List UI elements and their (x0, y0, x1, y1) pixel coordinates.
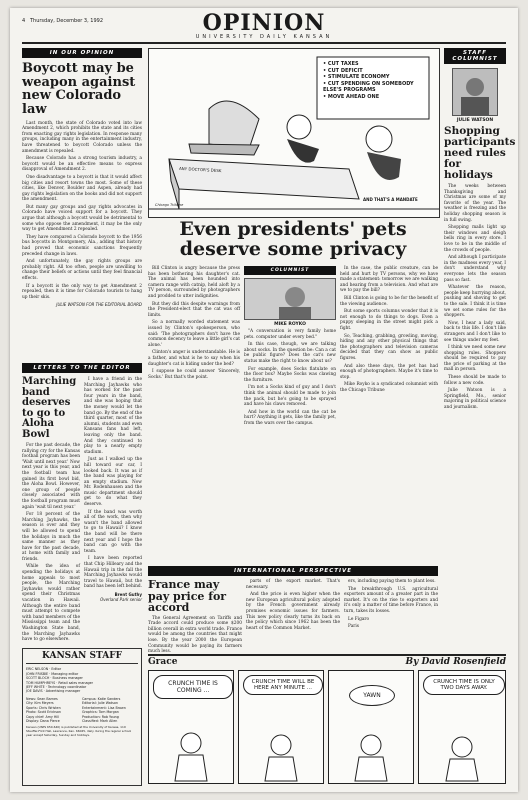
staff-grid-item: Display: Dana Pierce (26, 718, 60, 723)
staff-col-paragraph: Julie Watson is a Springfield, Mo., senior majoring in political science and journalism. (444, 388, 506, 411)
staff-col-paragraph: I think we need some new shopping rules. Shoppers should be required to pay the price of parking at the mall in person. (444, 345, 506, 373)
section-title: OPINION (202, 10, 326, 36)
letter-signature-title: Overland Park senior (100, 596, 142, 602)
staff-grid-item: Editorial: Julie Watson (82, 701, 118, 706)
pets-headline: Even presidents' pets deserve some privacy (179, 218, 407, 260)
intl-paragraph: The General Agreement on Tariffs and Trade accord could produce some $200 billion overall in extra world trade. France would be among the countries that might lose. By the year 2000 the European Community would be paying its farmers much less. (148, 615, 242, 655)
comic-artist: By David Rosenfield (405, 657, 506, 667)
staff-box (22, 648, 142, 786)
pets-paragraph: But some sports columns wonder that it is not enough to do things to dogs. Even a puppy sleeping in the street might pick a fight. (340, 309, 438, 331)
intl-paragraph: parts of the export market. That's necessary. (246, 579, 340, 590)
cartoon-sign-item: • MOVE AHEAD ONE (323, 93, 380, 100)
comic-bubble-1: CRUNCH TIME IS COMING ... (153, 675, 233, 699)
intl-kicker: INTERNATIONAL PERSPECTIVE (148, 566, 438, 576)
editorial-paragraph: Last month, the state of Colorado voted into law Amendment 2, which prohibits the state and its cities from enacting gay rights legislation. In response many groups, including many in the entertainment industry, have threatened to boycott Colorado unless the amendment is repealed. (22, 120, 142, 154)
intl-paragraph: The breakthrough U.S. agricultural exporters amount of a greater part in the market. It's on the rise to exporters and it's only a matter of time before France, in turn, takes its losses. (344, 586, 438, 614)
staff-col-kicker: STAFF COLUMNIST (444, 48, 506, 64)
columnist-name: MIKE ROYKO (274, 322, 306, 327)
editorial-paragraph: And unfortunately, the gay rights groups are probably right. All too often, people are unwilling to change their beliefs or actions until they feel financial effects. (22, 259, 142, 281)
editorial-kicker: IN OUR OPINION (22, 48, 142, 58)
letter-paragraph: I have been reported that Chip Hilleary and the Hawaii trip in the fall the Marching Jayhawks would travel to Hawaii, but the band has been left behind. (84, 556, 142, 590)
staff-rows (26, 667, 138, 693)
pets-paragraph: Mike Royko is a syndicated columnist with the Chicago Tribune (340, 382, 438, 393)
staff-columnist-portrait (453, 69, 497, 115)
editorial-paragraph: But many gay groups and gay rights advocates in Colorado have voiced support for a boycott. They argue that although a boycott would be detrimental to some who oppose the amendment, it may be the only way to get Amendment 2 repealed. (22, 204, 142, 233)
staff-col-name: JULIE WATSON (456, 118, 494, 123)
pets-paragraph: But they did this despite warnings from the President-elect that the cat was off limits. (148, 301, 240, 318)
editorial-cartoon (148, 48, 440, 218)
cartoon-sign-list (323, 61, 427, 101)
editorial-paragraph: If a boycott is the only way to get Amendment 2 repealed, then it is time for Colorado tourists to hang up their skis. (22, 283, 142, 300)
intl-section (148, 566, 438, 657)
staff-row: TOM HUMPHREYS · Retail sales manager (26, 680, 93, 685)
staff-grid-item: Entertainment: Lisa Brown (82, 705, 126, 710)
staff-columnist-photo (452, 68, 498, 116)
comic-panel-3 (328, 670, 414, 784)
pets-paragraph: So, Teaching, grabbing, growling, moving, hiding and any other physical things that the photographers and television cameras decided that they can show as public figures. (340, 333, 438, 361)
staff-row: JOHN FRISBIE · Managing editor (26, 671, 79, 676)
staff-col-headline: Shopping participants need rules for holidays (444, 125, 516, 182)
comic-figure-4 (419, 671, 505, 783)
staff-row: JEFF WHITE · Technology coordinator (26, 685, 87, 690)
letters-kicker: LETTERS TO THE EDITOR (22, 363, 142, 373)
comic-strip (148, 654, 506, 788)
staff-row: ERIC NELSON · Editor (26, 667, 62, 672)
pets-col3 (340, 266, 438, 395)
pets-paragraph: So a normally worded statement was issued by Clinton's spokesperson, who said: 'The photographers don't have the common decency to leave a little girl's cat alone.' (148, 320, 240, 348)
pets-col2 (244, 266, 336, 429)
letter-paragraph: For the past decade, the rallying cry for the Kansas football program has been 'Wait until next year.' Now next year is this year, and the football team has gained its first bowl bid, the Aloha Bowl. However, one group of people closely associated with the football program must again 'wait til next year.' (22, 443, 80, 510)
editorial-paragraph: One disadvantage to a boycott is that it would affect big cities and resort towns the most. Some of these cities, like Denver, Boulder and Aspen, already had gay rights legislation on the books and did not support the amendment. (22, 174, 142, 203)
staff-footer: Kansan (USPS 650-640) is published at the University of Kansas, 119 Stauffer-Flint Hall, Lawrence, Kan. 66045, daily during the regular school year except Saturday, Sunday and holidays. (26, 725, 132, 737)
letters-col2 (84, 377, 142, 590)
cartoon-desk-label: ANY DOCTOR'S DESK (178, 165, 222, 174)
pets-article (148, 220, 438, 260)
staff-column (444, 48, 516, 413)
staff-grid-item: Production: Rob Young (82, 714, 119, 719)
comic-figure-2 (239, 671, 323, 783)
staff-grid-item: Graphics: Tom Morgan (82, 710, 119, 715)
staff-grid (26, 697, 138, 723)
staff-row: JOE DAVIS · Advertising manager (26, 689, 81, 694)
cartoon-back-text: AND THAT'S A MANDATE (363, 197, 418, 202)
columnist-photo (244, 278, 336, 320)
letter-paragraph: For 18 percent of the Marching Jayhawks, the season is over and they will be allowed to spend the holidays in much the same manner as they have for the past decade, at home with family and friends. (22, 512, 80, 562)
newspaper-page (10, 8, 518, 792)
masthead-rule (22, 42, 506, 44)
editorial-paragraph: Because Colorado has a strong tourism industry, a boycott would be an effective means to express disapproval of Amendment 2. (22, 156, 142, 173)
letter-paragraph: If the band was worth all of the work, then why wasn't the band allowed to go to Hawaii? I know the band will be there next year and I hope the band can go with the team. (84, 509, 142, 554)
masthead (10, 10, 518, 40)
pets-paragraph: I suppose he could answer 'Sincerely, Socks.' But that's the point. (148, 369, 240, 380)
comic-bubble-3: YAWN (349, 685, 395, 706)
letter-paragraph: I have a friend in the Marching Jayhawks who has worked for the past four years in the band, and she was hoping that the money would let the band go. By the end of the third quarter, most of the alumni, students and even Kansans fans had left, leaving only the band. And they continued to play to a nearly empty stadium. (84, 377, 142, 455)
cartoon-sign-item: • CUT SPENDING ON SOMEBODY ELSE'S PROGRAMS (323, 80, 414, 94)
cartoon-sign-item: • CUT DEFICIT (323, 67, 363, 74)
letter-paragraph: While the idea of spending the holidays at home appeals to most people, the Marching Jayhawks would rather spend their Christmas vacation in Hawaii. Although the entire band must attempt to compete with band members of the Mississippi team and the Washington State band, the Marching Jayhawks have to go elsewhere. (22, 564, 80, 643)
letters-col1 (22, 443, 80, 643)
staff-row: SCOTT BLOCH · Business manager (26, 676, 83, 681)
columnist-kicker: COLUMNIST (244, 266, 336, 275)
editorial (22, 48, 142, 307)
section-subtitle: UNIVERSITY DAILY KANSAN (195, 34, 333, 40)
staff-grid-item: News: Sean Barnes (26, 696, 58, 701)
cartoon-caption: Chicago Tribune (155, 203, 184, 207)
staff-grid-item: Copy chief: Amy Hill (26, 714, 60, 719)
comic-panel-1 (148, 670, 234, 784)
intl-paragraph: Le Figaro (348, 616, 370, 622)
pets-paragraph: "A conversation is very family home pets. computer under every bed." (244, 329, 336, 340)
staff-col-paragraph: Shopping malls light up their windows and sleigh bells ring in every store. I love to be in the middle of the crowds of people. (444, 225, 506, 253)
editorial-byline: JULIE WATSON FOR THE EDITORIAL BOARD (56, 302, 142, 308)
staff-grid-item: Classified: Mark Allen (82, 718, 118, 723)
pets-paragraph: I'm not a Socks kind of guy and I don't think the animal should be made to join the pack, but he's going to be sprayed and have his claws removed. (244, 385, 336, 408)
letter-paragraph: Just as I walked up the hill toward our car, I looked back. It was as if the band was playing for an empty stadium. Now Mr. Rodenhausen and the music department should get to do what they deserve. (84, 457, 142, 508)
pets-paragraph: And how in the world can the cat be hurt? Anything it gets, like the family pet, from the wars over the campus. (244, 409, 336, 426)
pets-paragraph: In the case, the public creature, can be held and hurt by TV persons, why we have made a statement: tomorrow we are walking and hearing from a television. And what are we to pay the bill? (340, 266, 438, 294)
staff-grid-item: Photo: Scott Erickson (26, 710, 62, 715)
comic-figure-1 (149, 671, 233, 783)
pets-paragraph: In this case, though, we are talking about socks. In the question be: Can a cat be public figure? Does the cat's new status make the right to know about us? (244, 342, 336, 364)
staff-col-paragraph: The weeks between Thanksgiving and Christmas are some of my favorite of the year. The weather is freezing and the holiday shopping season is in full swing. (444, 184, 506, 223)
pets-paragraph: Bill Clinton is going to be for the benefit of the viewing audience. (340, 295, 438, 307)
staff-grid-item: City: Kim Meyers (26, 701, 54, 706)
editorial-paragraph: They have compared a Colorado boycott to the 1956 bus boycotts in Montgomery, Ala., adding that history had proved that economic sanctions frequently preceded change in laws. (22, 234, 142, 257)
staff-col-paragraph: Now, I hear a lady said, back to this life. I don't like strangers and I don't like to see things under my feet. (444, 320, 506, 343)
staff-col-paragraph: These should be made to follow a new code. (444, 375, 506, 386)
cartoon-sign-item: • CUT TAXES (323, 61, 359, 67)
staff-col-paragraph: And although I participate in the madness every year, I don't understand why everyone lets the season pass so fast. (444, 255, 506, 283)
intl-paragraph: Paris (348, 624, 359, 630)
comic-bubble-2: CRUNCH TIME WILL BE HERE ANY MINUTE ... (243, 675, 323, 695)
editorial-body (22, 121, 142, 301)
letter-signature: Brent Guthy (114, 591, 142, 597)
comic-panel-4 (418, 670, 506, 784)
editorial-headline: Boycott may be weapon against new Colorado law (22, 61, 136, 117)
pets-paragraph: Clinton's anger is understandable. He is a father, and what is he to say when his daughter's cat is hiding under the bed? (148, 350, 240, 367)
intl-headline: France may pay price for accord (148, 578, 227, 615)
letters-headline: Marching band deserves to go to Aloha Bowl (22, 376, 77, 440)
staff-box-title: KANSAN STAFF (26, 652, 138, 664)
staff-col-paragraph: Whatever the reason, people keep hurrying about, pushing and shoving to get to the sale. I think it is time we set some rules for the shoppers. (444, 285, 506, 319)
comic-figure-3 (329, 671, 413, 783)
intl-paragraph: ers, including paying them to plant less. (348, 579, 436, 584)
staff-grid-item: Campus: Katie Sanders (82, 696, 121, 701)
pets-col1 (148, 266, 240, 382)
intl-paragraph: And the price is even higher when the new European agricultural policy adopted by the French government already promises economic issues for farmers. This new policy clearly turns its back on the policy which since 1962 has been the heart of the Common Market. (246, 592, 340, 631)
comic-title: Grace (148, 657, 178, 667)
letters-section (22, 363, 142, 645)
pets-paragraph: Bill Clinton is angry because the press has been bothering his daughter's cat. The animal has been hounded into camera range with catnip, held aloft by a TV person, surrounded by photographers and prodded to utter indignities. (148, 266, 240, 299)
comic-panel-2 (238, 670, 324, 784)
comic-bubble-4: CRUNCH TIME IS ONLY TWO DAYS AWAY. (423, 675, 505, 695)
staff-grid-item: Sports: Chris Wristen (26, 705, 61, 710)
cartoon-sign-item: • STIMULATE ECONOMY (323, 74, 390, 81)
date-line: 4 Thursday, December 3, 1992 (22, 18, 103, 24)
columnist-portrait (245, 279, 335, 319)
pets-paragraph: For example, does Socks flatulate on the floor box? Maybe Socks was clawing the furniture. (244, 366, 336, 383)
pets-paragraph: And also these days, the pet has had enough of photographers. Maybe it's time to stop. (340, 363, 438, 380)
